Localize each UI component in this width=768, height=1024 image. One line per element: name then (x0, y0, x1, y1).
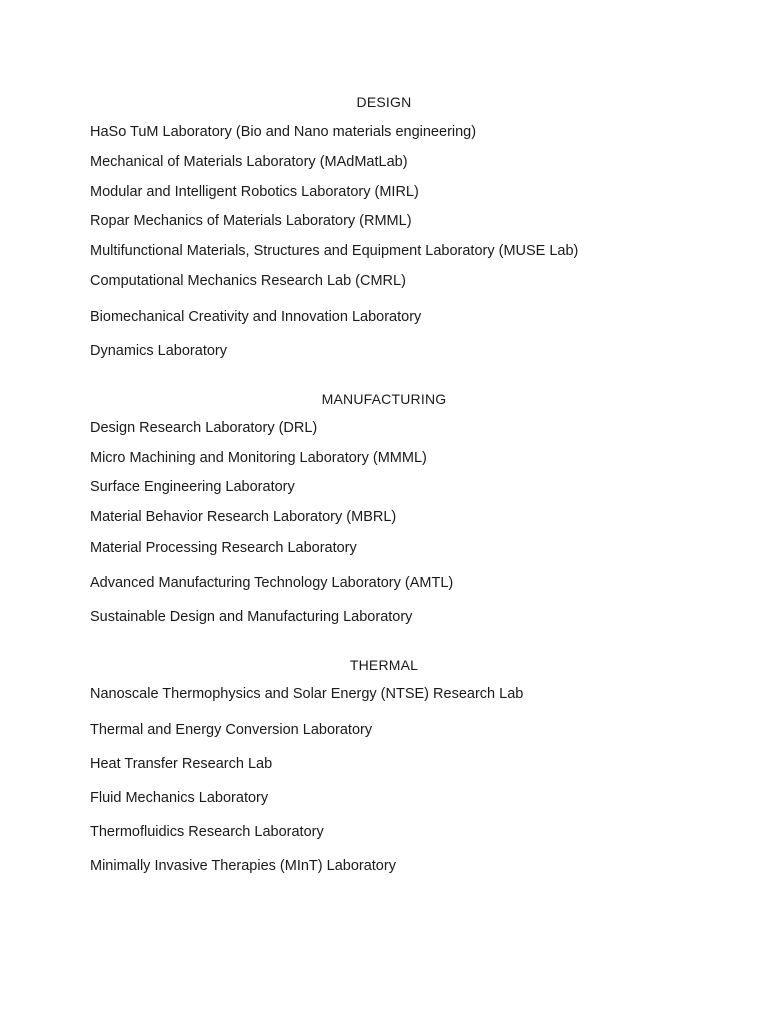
list-item: Computational Mechanics Research Lab (CMRL) (90, 273, 406, 289)
list-item: Material Behavior Research Laboratory (MBRL) (90, 509, 397, 525)
list-item: Advanced Manufacturing Technology Laboratory (AMTL) (90, 575, 454, 591)
section-heading-manufacturing: MANUFACTURING (321, 391, 447, 407)
list-item: Design Research Laboratory (DRL) (90, 420, 318, 436)
list-item: Fluid Mechanics Laboratory (90, 790, 269, 806)
list-item: Thermal and Energy Conversion Laboratory (90, 722, 373, 738)
list-item: Biomechanical Creativity and Innovation Laboratory (90, 309, 422, 325)
list-item: Minimally Invasive Therapies (MInT) Laboratory (90, 858, 396, 874)
list-item: Surface Engineering Laboratory (90, 479, 295, 495)
list-item: HaSo TuM Laboratory (Bio and Nano materials engineering) (90, 124, 477, 140)
list-item: Nanoscale Thermophysics and Solar Energy (NTSE) Research Lab (90, 686, 524, 702)
list-item: Mechanical of Materials Laboratory (MAdMatLab) (90, 154, 408, 170)
list-item: Multifunctional Materials, Structures and Equipment Laboratory (MUSE Lab) (90, 243, 579, 259)
list-item: Micro Machining and Monitoring Laboratory (MMML) (90, 450, 427, 466)
list-item: Thermofluidics Research Laboratory (90, 824, 324, 840)
list-item: Heat Transfer Research Lab (90, 756, 273, 772)
section-heading-thermal: THERMAL (349, 657, 419, 673)
section-heading-design: DESIGN (356, 94, 412, 110)
list-item: Sustainable Design and Manufacturing Laboratory (90, 609, 413, 625)
list-item: Ropar Mechanics of Materials Laboratory (RMML) (90, 213, 412, 229)
list-item: Dynamics Laboratory (90, 343, 227, 359)
list-item: Material Processing Research Laboratory (90, 540, 357, 556)
list-item: Modular and Intelligent Robotics Laboratory (MIRL) (90, 184, 419, 200)
